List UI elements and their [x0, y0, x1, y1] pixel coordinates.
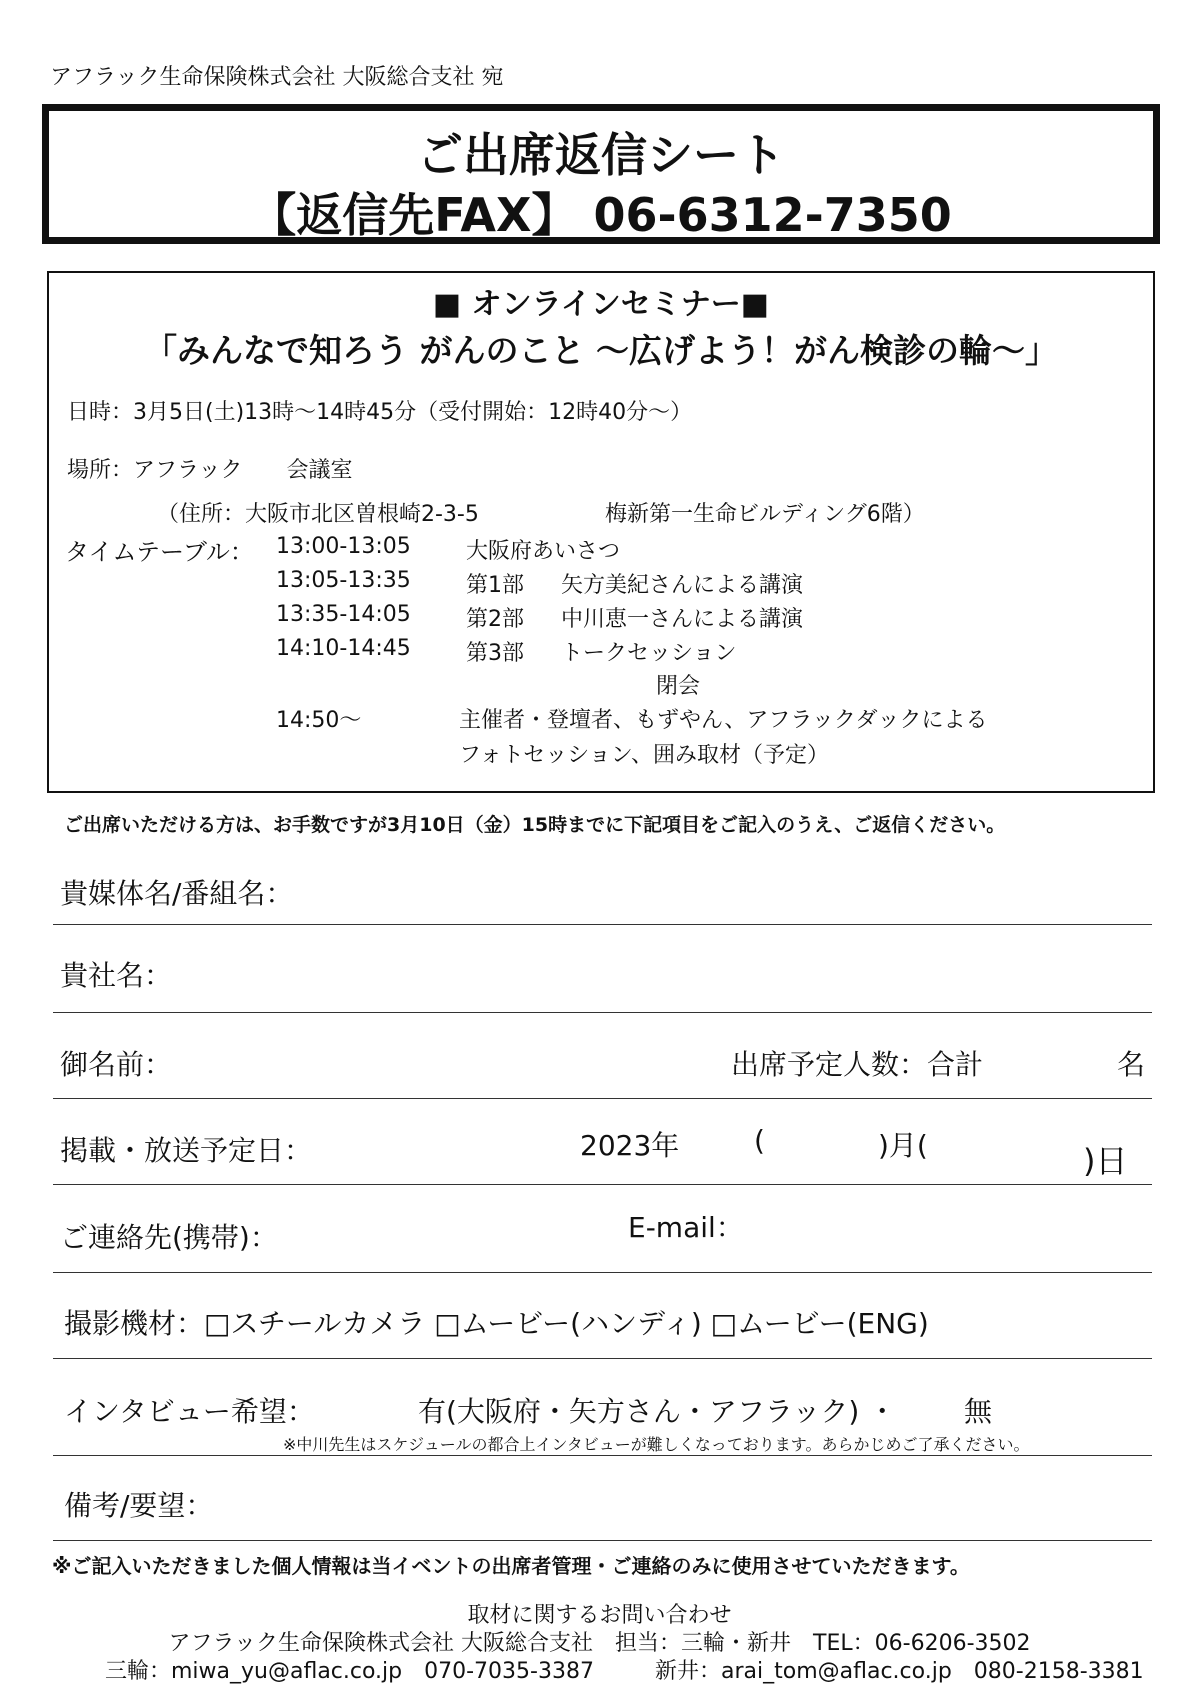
footer-company: アフラック生命保険株式会社 大阪総合支社 担当：三輪・新井 TEL：06-6206-3502: [168, 1631, 1031, 1656]
timetable-time: 13:00-13:05: [276, 534, 411, 559]
photo-line2: フォトセッション、囲み取材（予定）: [459, 743, 830, 768]
company-label: 貴社名：: [60, 959, 173, 992]
seminar-address-left: （住所：大阪市北区曽根崎2-3-5: [157, 502, 479, 527]
seminar-box: [47, 271, 1155, 793]
seminar-address-right: 梅新第一生命ビルディング6階）: [605, 502, 925, 527]
timetable-label: タイムテーブル：: [65, 538, 254, 566]
contact-line[interactable]: [53, 1272, 1152, 1273]
interview-label: インタビュー希望：: [64, 1395, 315, 1428]
name-label: 御名前：: [60, 1048, 173, 1081]
footer-inquiry: 取材に関するお問い合わせ: [467, 1603, 732, 1628]
company-line[interactable]: [53, 1012, 1152, 1013]
publish-paren-open: (: [754, 1124, 765, 1157]
publish-year: 2023年: [580, 1129, 680, 1162]
remarks-line[interactable]: [53, 1540, 1152, 1541]
interview-no-option[interactable]: 無: [964, 1395, 993, 1428]
equipment-options[interactable]: 撮影機材：□スチールカメラ □ムービー(ハンディ) □ムービー(ENG): [64, 1307, 929, 1340]
timetable-desc: 矢方美紀さんによる講演: [561, 573, 804, 598]
photo-line1: 主催者・登壇者、もずやん、アフラックダックによる: [459, 708, 988, 733]
timetable-desc: トークセッション: [561, 641, 737, 666]
seminar-datetime: 日時：3月5日(土)13時～14時45分（受付開始：12時40分～）: [67, 400, 693, 425]
timetable-desc: 大阪府あいさつ: [466, 539, 621, 564]
timetable-time: 13:05-13:35: [276, 568, 411, 593]
timetable-part: 第2部: [466, 607, 524, 632]
interview-note: ※中川先生はスケジュールの都合上インタビューが難しくなっております。あらかじめご了承ください。: [283, 1435, 1030, 1454]
contact-label: ご連絡先(携帯)：: [60, 1221, 278, 1254]
seminar-title: 「みんなで知ろう がんのこと ～広げよう！がん検診の輪～」: [144, 331, 1058, 370]
footer-contact-arai: 新井：arai_tom@aflac.co.jp 080-2158-3381: [655, 1659, 1144, 1684]
publish-day: )日: [1083, 1142, 1128, 1180]
timetable-part: 第1部: [466, 573, 524, 598]
fax-number: 【返信先FAX】 06-6312-7350: [250, 188, 952, 242]
title-box: [42, 104, 1160, 244]
timetable-desc: 中川恵一さんによる講演: [561, 607, 804, 632]
name-line[interactable]: [53, 1098, 1152, 1099]
addressee: アフラック生命保険株式会社 大阪総合支社 宛: [50, 65, 504, 90]
footer-contact-miwa: 三輪：miwa_yu@aflac.co.jp 070-7035-3387: [105, 1659, 594, 1684]
publish-label: 掲載・放送予定日：: [60, 1134, 313, 1167]
remarks-label: 備考/要望：: [64, 1489, 214, 1522]
publish-month: )月(: [878, 1129, 928, 1162]
photo-time: 14:50～: [276, 708, 362, 733]
attendees-label: 出席予定人数：合計: [731, 1048, 984, 1081]
email-label: E-mail：: [628, 1211, 744, 1244]
media-name-label: 貴媒体名/番組名：: [60, 877, 294, 910]
equipment-line: [53, 1358, 1152, 1359]
interview-yes-option[interactable]: 有(大阪府・矢方さん・アフラック) ・: [418, 1395, 897, 1428]
instruction: ご出席いただける方は、お手数ですが3月10日（金）15時までに下記項目をご記入のうえ、ご返信ください。: [64, 814, 1006, 836]
timetable-time: 13:35-14:05: [276, 602, 411, 627]
attendees-unit: 名: [1117, 1048, 1146, 1081]
seminar-label: ■ オンラインセミナー■: [432, 287, 770, 322]
sheet-title: ご出席返信シート: [417, 128, 785, 182]
seminar-place: 場所：アフラック 会議室: [67, 458, 353, 483]
closing: 閉会: [656, 674, 701, 699]
timetable-part: 第3部: [466, 641, 524, 666]
timetable-time: 14:10-14:45: [276, 636, 411, 661]
privacy-note: ※ご記入いただきました個人情報は当イベントの出席者管理・ご連絡のみに使用させていただきます。: [52, 1554, 970, 1578]
interview-line: [53, 1455, 1152, 1456]
media-name-line[interactable]: [53, 924, 1152, 925]
publish-line[interactable]: [53, 1184, 1152, 1185]
